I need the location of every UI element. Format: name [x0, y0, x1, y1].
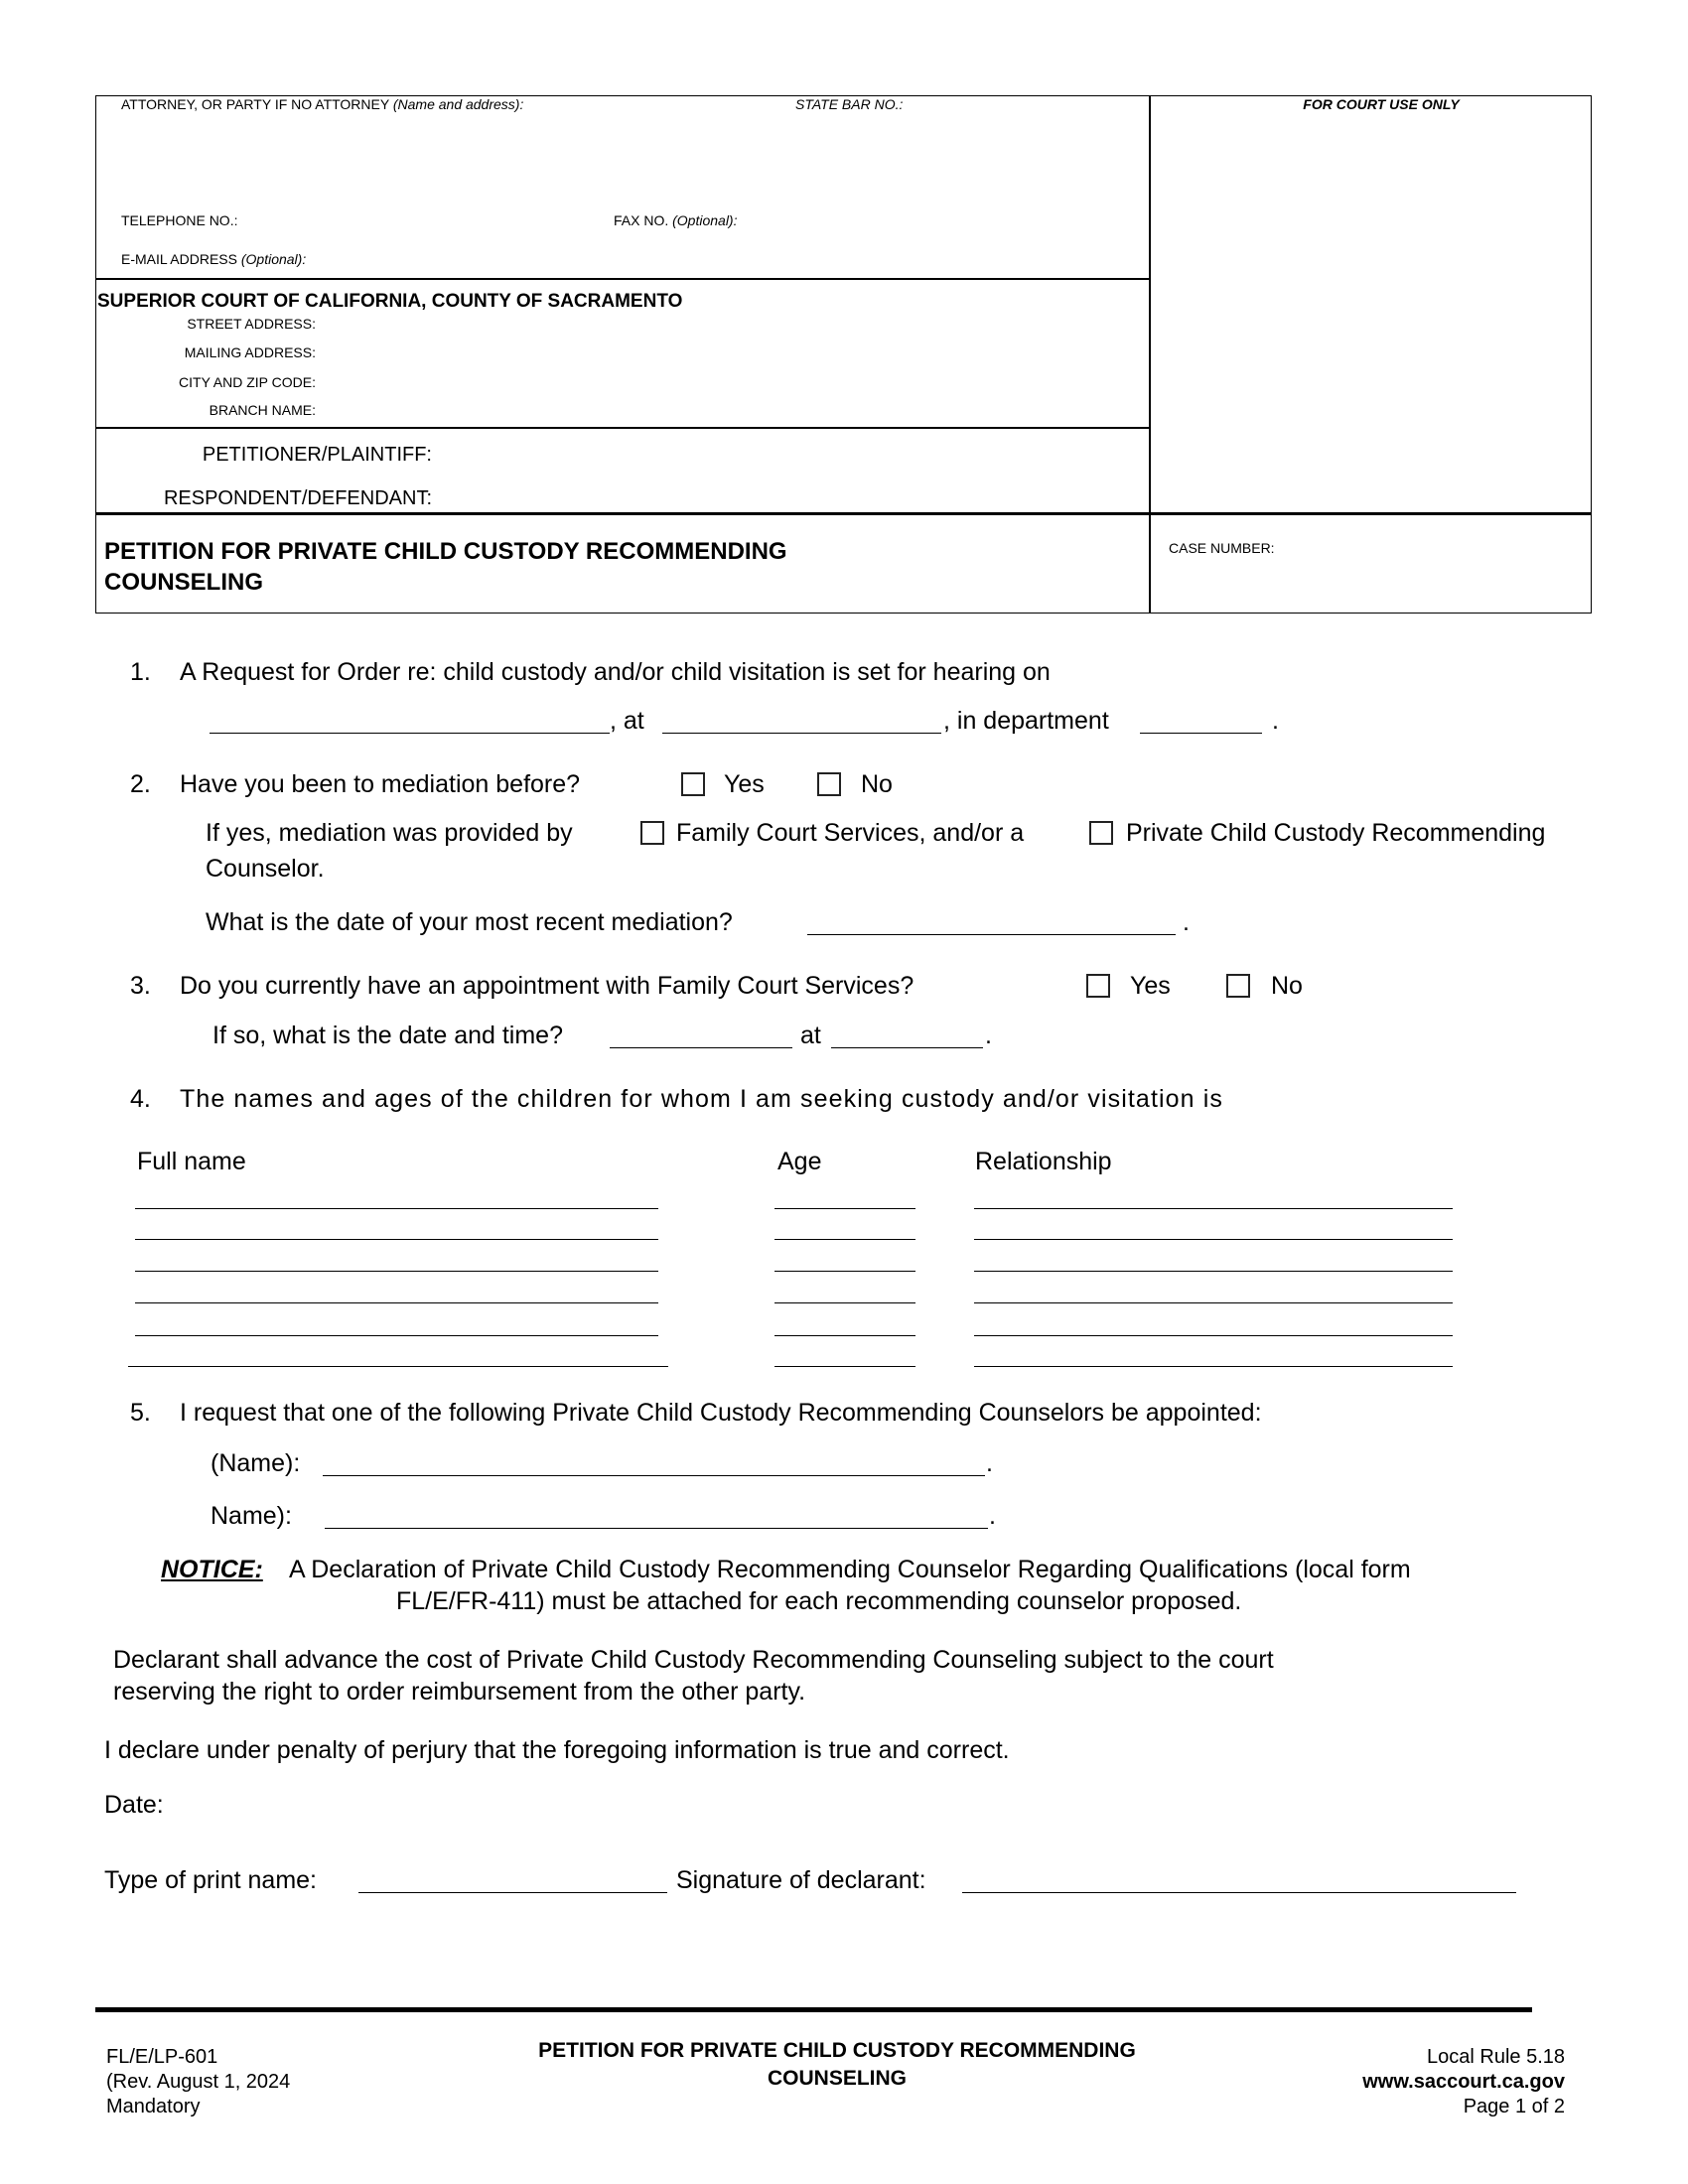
petitioner-label: PETITIONER/PLAINTIFF:	[202, 444, 432, 466]
notice-label: NOTICE:	[161, 1556, 263, 1583]
child-name-field[interactable]	[128, 1366, 668, 1367]
court-name: SUPERIOR COURT OF CALIFORNIA, COUNTY OF SACRAMENTO	[97, 291, 683, 312]
notice-text-line2: FL/E/FR-411) must be attached for each recommending counselor proposed.	[396, 1587, 1242, 1615]
pccrc-checkbox[interactable]	[1089, 821, 1113, 845]
recent-mediation-date-field[interactable]	[807, 934, 1176, 935]
q4-text: The names and ages of the children for whom I am seeking custody and/or visitation is	[180, 1085, 1223, 1113]
footer-rule	[95, 2007, 1532, 2012]
city-zip-label: CITY AND ZIP CODE:	[179, 374, 316, 390]
footer-local-rule: Local Rule 5.18	[1427, 2046, 1565, 2068]
notice-text-line1: A Declaration of Private Child Custody Recommending Counselor Regarding Qualifications (local form	[289, 1556, 1411, 1583]
perjury-statement: I declare under penalty of perjury that the foregoing information is true and correct.	[104, 1736, 1010, 1764]
declarant-text-line1: Declarant shall advance the cost of Private Child Custody Recommending Counseling subject to the court	[113, 1646, 1274, 1674]
q3-period: .	[985, 1022, 992, 1049]
child-name-field[interactable]	[135, 1239, 658, 1240]
divider	[95, 427, 1150, 429]
q1-text: A Request for Order re: child custody and/or child visitation is set for hearing on	[180, 658, 1051, 686]
q1-number: 1.	[130, 658, 151, 686]
print-name-field[interactable]	[358, 1892, 667, 1893]
name1-period: .	[986, 1449, 993, 1477]
footer-website[interactable]: www.saccourt.ca.gov	[1362, 2071, 1565, 2093]
date-label: Date:	[104, 1791, 164, 1819]
q3-yes-checkbox[interactable]	[1086, 974, 1110, 998]
pccrc-label: Private Child Custody Recommending	[1126, 819, 1546, 847]
attorney-label: ATTORNEY, OR PARTY IF NO ATTORNEY (Name and address):	[121, 96, 524, 112]
footer-revision: (Rev. August 1, 2024	[106, 2071, 291, 2093]
name2-period: .	[989, 1502, 996, 1530]
street-address-label: STREET ADDRESS:	[187, 316, 316, 332]
q3-no-label: No	[1271, 972, 1303, 1000]
child-name-field[interactable]	[135, 1208, 658, 1209]
footer-page-number: Page 1 of 2	[1463, 2096, 1565, 2117]
q2-yes-label: Yes	[724, 770, 765, 798]
child-relationship-field[interactable]	[974, 1239, 1453, 1240]
telephone-label: TELEPHONE NO.:	[121, 212, 238, 228]
child-relationship-field[interactable]	[974, 1335, 1453, 1336]
hearing-time-field[interactable]	[662, 733, 941, 734]
signature-label: Signature of declarant:	[676, 1866, 926, 1894]
child-relationship-field[interactable]	[974, 1366, 1453, 1367]
footer-form-id: FL/E/LP-601	[106, 2046, 218, 2068]
child-age-field[interactable]	[774, 1302, 915, 1303]
print-name-label: Type of print name:	[104, 1866, 318, 1894]
child-age-field[interactable]	[774, 1366, 915, 1367]
footer-title-line2: COUNSELING	[767, 2067, 907, 2090]
q1-dept: , in department	[943, 707, 1109, 735]
col-relationship: Relationship	[975, 1148, 1112, 1175]
caption-box	[95, 95, 1592, 614]
form-title-line1: PETITION FOR PRIVATE CHILD CUSTODY RECOMMENDING	[104, 538, 787, 565]
child-relationship-field[interactable]	[974, 1208, 1453, 1209]
case-number-label: CASE NUMBER:	[1169, 540, 1275, 556]
q3-number: 3.	[130, 972, 151, 1000]
fax-label: FAX NO. (Optional):	[614, 212, 738, 228]
q2-text: Have you been to mediation before?	[180, 770, 581, 798]
q5-number: 5.	[130, 1399, 151, 1427]
q3-no-checkbox[interactable]	[1226, 974, 1250, 998]
child-name-field[interactable]	[135, 1335, 658, 1336]
state-bar-label: STATE BAR NO.:	[795, 96, 904, 112]
name2-label: Name):	[211, 1502, 292, 1530]
footer-title-line1: PETITION FOR PRIVATE CHILD CUSTODY RECOMMENDING	[538, 2039, 1136, 2062]
appointment-date-field[interactable]	[610, 1047, 792, 1048]
q3-yes-label: Yes	[1130, 972, 1171, 1000]
name1-label: (Name):	[211, 1449, 301, 1477]
q2-date-question: What is the date of your most recent mediation?	[206, 908, 733, 936]
child-age-field[interactable]	[774, 1335, 915, 1336]
fcs-label: Family Court Services, and/or a	[676, 819, 1025, 847]
mailing-address-label: MAILING ADDRESS:	[184, 344, 316, 360]
child-age-field[interactable]	[774, 1208, 915, 1209]
q2-provided-by: If yes, mediation was provided by	[206, 819, 573, 847]
child-age-field[interactable]	[774, 1239, 915, 1240]
child-relationship-field[interactable]	[974, 1271, 1453, 1272]
counselor-name2-field[interactable]	[325, 1528, 988, 1529]
hearing-date-field[interactable]	[210, 733, 610, 734]
q2-number: 2.	[130, 770, 151, 798]
counselor-name1-field[interactable]	[323, 1475, 985, 1476]
q3-date-question: If so, what is the date and time?	[212, 1022, 563, 1049]
declarant-text-line2: reserving the right to order reimbursement from the other party.	[113, 1678, 806, 1706]
col-full-name: Full name	[137, 1148, 246, 1175]
fcs-checkbox[interactable]	[640, 821, 664, 845]
form-title-line2: COUNSELING	[104, 569, 264, 596]
child-name-field[interactable]	[135, 1302, 658, 1303]
divider	[95, 512, 1592, 515]
divider	[1149, 95, 1151, 614]
pccrc-label-cont: Counselor.	[206, 855, 325, 883]
appointment-time-field[interactable]	[831, 1047, 983, 1048]
signature-field[interactable]	[962, 1892, 1516, 1893]
q3-text: Do you currently have an appointment with Family Court Services?	[180, 972, 914, 1000]
q1-at: , at	[610, 707, 644, 735]
branch-name-label: BRANCH NAME:	[209, 402, 316, 418]
court-use-label: FOR COURT USE ONLY	[1303, 96, 1460, 112]
q5-text: I request that one of the following Private Child Custody Recommending Counselors be appointed:	[180, 1399, 1262, 1427]
child-age-field[interactable]	[774, 1271, 915, 1272]
respondent-label: RESPONDENT/DEFENDANT:	[163, 487, 432, 509]
divider	[95, 278, 1150, 280]
email-label: E-MAIL ADDRESS (Optional):	[121, 251, 307, 267]
footer-mandatory: Mandatory	[106, 2096, 201, 2117]
q2-yes-checkbox[interactable]	[681, 772, 705, 796]
q1-period: .	[1272, 707, 1279, 735]
child-relationship-field[interactable]	[974, 1302, 1453, 1303]
q2-period: .	[1183, 908, 1190, 936]
department-field[interactable]	[1140, 733, 1262, 734]
q2-no-checkbox[interactable]	[817, 772, 841, 796]
q4-number: 4.	[130, 1085, 151, 1113]
child-name-field[interactable]	[135, 1271, 658, 1272]
col-age: Age	[777, 1148, 822, 1175]
q3-at: at	[800, 1022, 821, 1049]
q2-no-label: No	[861, 770, 893, 798]
